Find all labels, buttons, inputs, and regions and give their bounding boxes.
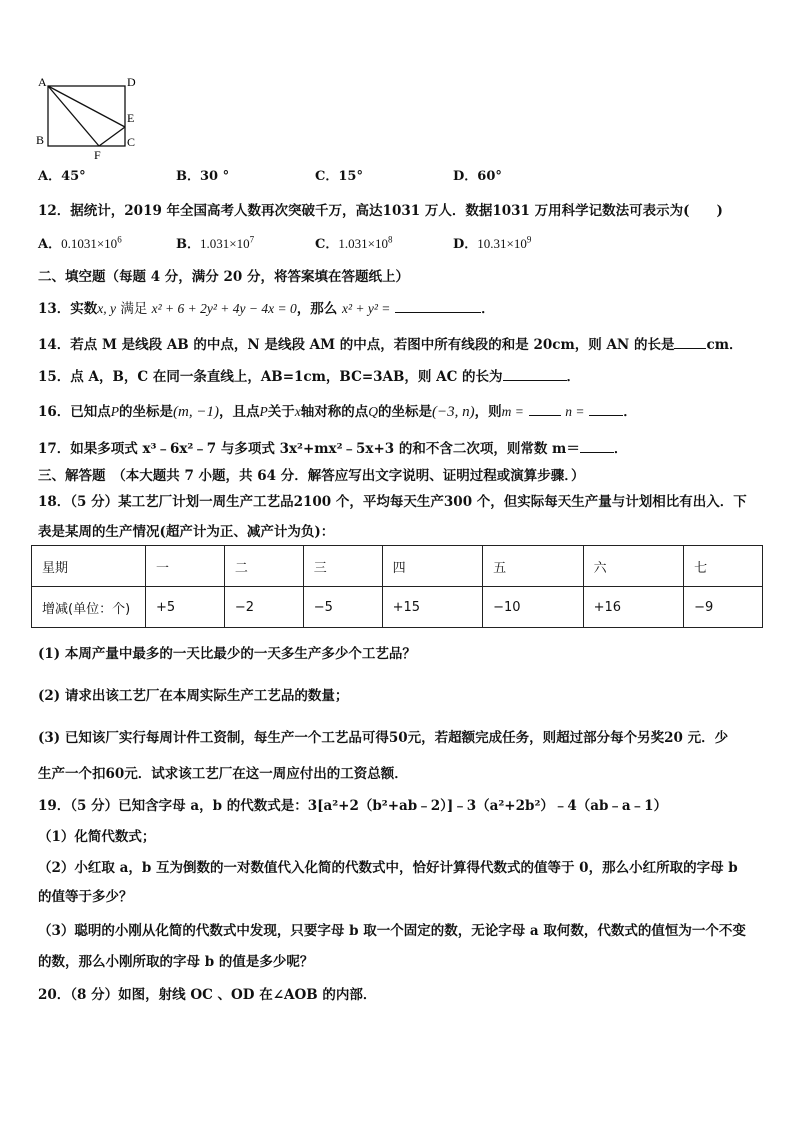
- q13-answer-blank[interactable]: [395, 300, 481, 313]
- label-a: A: [38, 75, 47, 89]
- rectangle-figure: [30, 70, 145, 162]
- q17-answer-blank[interactable]: [580, 440, 614, 453]
- section-2-heading: 二、填空题（每题 4 分，满分 20 分，将答案填在答题纸上）: [38, 269, 409, 285]
- q11-option-b: B．30 °: [176, 169, 230, 184]
- q12-option-b: B．$1.031\times 10^7$: [176, 234, 255, 252]
- q16-m-blank[interactable]: [529, 403, 561, 416]
- table-cell: 五: [483, 546, 583, 587]
- table-cell: +15: [382, 587, 482, 628]
- q14-answer-blank[interactable]: [674, 336, 706, 349]
- q19-line1: 19．（5 分）已知含字母 a，b 的代数式是：3[a²+2（b²+ab﹣2）]﹣3（a²+2b²）﹣4（ab﹣a﹣1）: [38, 798, 668, 814]
- q19-sub1: （1）化简代数式；: [38, 829, 156, 845]
- q18-sub3-line2: 生产一个扣60元．试求该工艺厂在这一周应付出的工资总额．: [38, 766, 408, 782]
- table-cell: 四: [382, 546, 482, 587]
- table-cell: +5: [146, 587, 225, 628]
- q19-sub3-line2: 的数，那么小刚所取的字母 b 的值是多少呢？: [38, 954, 314, 970]
- q18-sub1: (1) 本周产量中最多的一天比最少的一天多生产多少个工艺品？: [38, 646, 416, 662]
- table-cell: −5: [303, 587, 382, 628]
- q18-line2: 表是某周的生产情况(超产计为正、减产计为负)：: [38, 524, 335, 540]
- q18-sub3-line1: (3) 已知该厂实行每周计件工资制，每生产一个工艺品可得50元，若超额完成任务，则超过部分每个另奖20 元．少: [38, 730, 729, 746]
- label-d: D: [127, 75, 136, 89]
- table-cell: +16: [583, 587, 683, 628]
- table-cell: 二: [224, 546, 303, 587]
- q13-text: 13．实数x, y 满足 x² + 6 + 2y² + 4y − 4x = 0，那么 x² + y² = ．: [38, 301, 495, 317]
- q11-option-c: C．15°: [315, 169, 363, 184]
- q19-sub2-line2: 的值等于多少？: [38, 889, 133, 905]
- q16-text: 16．已知点P的坐标是(m, −1)，且点P关于x轴对称的点Q的坐标是(−3, n)，则m = n = ．: [38, 404, 637, 420]
- q15-answer-blank[interactable]: [503, 368, 567, 381]
- section-3-heading: 三、解答题 （本大题共 7 小题，共 64 分．解答应写出文字说明、证明过程或演算步骤．）: [38, 468, 585, 484]
- table-cell: −2: [224, 587, 303, 628]
- label-f: F: [94, 148, 101, 162]
- table-cell: 星期: [32, 546, 146, 587]
- q16-n-blank[interactable]: [589, 403, 623, 416]
- q11-option-a: A．45°: [38, 169, 86, 184]
- table-cell: 六: [583, 546, 683, 587]
- q18-sub2: (2) 请求出该工艺厂在本周实际生产工艺品的数量；: [38, 688, 349, 704]
- q12-option-c: C．$1.031\times 10^8$: [315, 234, 393, 252]
- q18-line1: 18．（5 分）某工艺厂计划一周生产工艺品2100 个，平均每天生产300 个，但实际每天生产量与计划相比有出入．下: [38, 494, 747, 510]
- q12-option-d: D．$10.31\times 10^9$: [453, 234, 532, 252]
- table-cell: 一: [146, 546, 225, 587]
- table-cell: 七: [684, 546, 763, 587]
- table-header-row: [32, 546, 763, 587]
- table-row: [32, 587, 763, 628]
- q19-sub3-line1: （3）聪明的小刚从化简的代数式中发现，只要字母 b 取一个固定的数，无论字母 a 取何数，代数式的值恒为一个不变: [38, 923, 746, 939]
- table-cell: 增减(单位：个): [32, 587, 146, 628]
- q19-sub2-line1: （2）小红取 a，b 互为倒数的一对数值代入化简的代数式中，恰好计算得代数式的值等于 0，那么小红所取的字母 b: [38, 860, 738, 876]
- label-b: B: [36, 133, 45, 147]
- table-cell: −10: [483, 587, 583, 628]
- q15-text: 15．点 A，B，C 在同一条直线上，AB=1cm，BC=3AB，则 AC 的长为 ．: [38, 369, 581, 385]
- table-cell: 三: [303, 546, 382, 587]
- q12-text: 12．据统计，2019 年全国高考人数再次突破千万，高达1031 万人．数据1031 万用科学记数法可表示为( ): [38, 203, 723, 219]
- table-cell: −9: [684, 587, 763, 628]
- q17-text: 17．如果多项式 x³﹣6x²﹣7 与多项式 3x²+mx²﹣5x+3 的和不含二次项，则常数 m＝ ．: [38, 441, 628, 457]
- production-table: [31, 545, 763, 628]
- q14-text: 14．若点 M 是线段 AB 的中点，N 是线段 AM 的中点，若图中所有线段的和是 20cm，则 AN 的长是 cm．: [38, 337, 743, 353]
- label-c: C: [127, 135, 136, 149]
- q20-text: 20．（8 分）如图，射线 OC 、OD 在∠AOB 的内部．: [38, 987, 377, 1003]
- q12-option-a: A．$0.1031\times 10^6$: [38, 234, 122, 252]
- label-e: E: [127, 111, 135, 125]
- q11-option-d: D．60°: [453, 169, 502, 184]
